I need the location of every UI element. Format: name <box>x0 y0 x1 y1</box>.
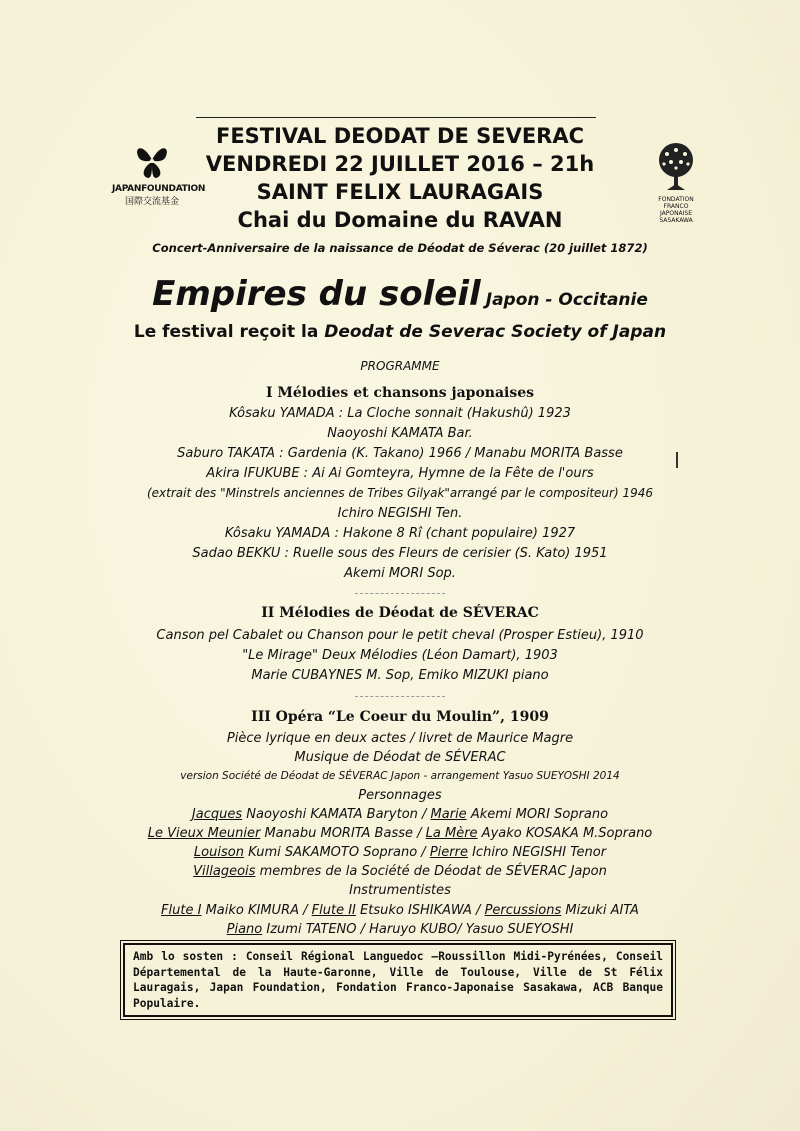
instrument-role: Piano <box>226 922 263 937</box>
cast-role: Louison <box>193 845 244 860</box>
section-1-line: Saburo TAKATA : Gardenia (K. Takano) 1966 / Manabu MORITA Basse <box>177 446 623 461</box>
society-name: Deodat de Severac Society of Japan <box>324 322 667 342</box>
festival-venue: Chai du Domaine du RAVAN <box>237 208 563 232</box>
cast-role: Marie <box>430 807 467 822</box>
stray-mark <box>676 452 678 468</box>
programme-label: PROGRAMME <box>360 359 440 373</box>
festival-place: SAINT FELIX LAURAGAIS <box>256 180 544 204</box>
fondation-label-2: FRANCO <box>663 203 689 210</box>
villageois-role: Villageois <box>193 864 256 879</box>
fondation-label-4: SASAKAWA <box>659 217 693 224</box>
section-3-line: Pièce lyrique en deux actes / livret de Maurice Magre <box>226 731 574 746</box>
section-1-title: I Mélodies et chansons japonaises <box>265 385 535 401</box>
instrument-line <box>0 902 800 919</box>
section-2-title: II Mélodies de Déodat de SÉVERAC <box>261 605 539 621</box>
japan-foundation-label: JAPANFOUNDATION <box>112 184 206 194</box>
fondation-label-1: FONDATION <box>658 196 694 203</box>
instrument-role: Flute II <box>311 903 356 918</box>
cast-performer: Ayako KOSAKA M.Soprano <box>477 826 653 841</box>
section-3-line: Personnages <box>358 788 442 803</box>
anniversary-note: Concert-Anniversaire de la naissance de Déodat de Séverac (20 juillet 1872) <box>152 241 648 255</box>
cast-performer: Ichiro NEGISHI Tenor <box>467 845 607 860</box>
top-rule <box>196 117 596 118</box>
instrument-performer: Mizuki AITA <box>561 903 639 918</box>
cast-role: Jacques <box>191 807 243 822</box>
cast-performer: Akemi MORI Soprano <box>466 807 609 822</box>
cast-line <box>0 844 800 861</box>
section-3-line: version Société de Déodat de SÉVERAC Japon - arrangement Yasuo SUEYOSHI 2014 <box>180 770 620 782</box>
cast-role: Pierre <box>429 845 468 860</box>
cast-line <box>0 806 800 823</box>
section-1-line: Akira IFUKUBE : Ai Ai Gomteyra, Hymne de la Fête de l'ours <box>206 466 594 481</box>
sponsors-box: Amb lo sosten : Conseil Régional Languedoc –Roussillon Midi-Pyrénées, Conseil Départemental de la Haute-Garonne, Ville de Toulouse, Ville de St Félix Lauragais, Japan Foundation, Fondation Franco-Japonaise Sasakawa, ACB Banque Populaire. <box>123 943 673 1017</box>
section-2-line: Marie CUBAYNES M. Sop, Emiko MIZUKI piano <box>251 668 549 683</box>
section-1-line: Naoyoshi KAMATA Bar. <box>327 426 473 441</box>
society-line <box>0 322 800 342</box>
instrument-role: Flute I <box>161 903 202 918</box>
instrument-role: Percussions <box>484 903 562 918</box>
instrument-performer: Etsuko ISHIKAWA / <box>355 903 485 918</box>
section-2-line: "Le Mirage" Deux Mélodies (Léon Damart), 1903 <box>242 648 558 663</box>
festival-date: VENDREDI 22 JUILLET 2016 – 21h <box>205 152 595 176</box>
section-2-line: Canson pel Cabalet ou Chanson pour le petit cheval (Prosper Estieu), 1910 <box>156 628 644 643</box>
instrument-performer: Izumi TATENO / Haruyo KUBO/ Yasuo SUEYOSHI <box>262 922 574 937</box>
page-title <box>0 274 800 314</box>
cast-performer: Naoyoshi KAMATA Baryton / <box>242 807 431 822</box>
instrument-performer: Maiko KIMURA / <box>201 903 312 918</box>
section-1-line: Kôsaku YAMADA : La Cloche sonnait (Hakushû) 1923 <box>229 406 571 421</box>
villageois-text: membres de la Société de Déodat de SÉVERAC Japon <box>255 864 607 879</box>
section-1-line: Akemi MORI Sop. <box>344 566 456 581</box>
society-prefix: Le festival reçoit la <box>133 322 319 342</box>
title-sub: Japon - Occitanie <box>485 290 648 310</box>
separator <box>355 593 445 594</box>
japan-foundation-jp-label: 国際交流基金 <box>124 197 179 207</box>
instrument-line <box>0 921 800 938</box>
section-1-line: Sadao BEKKU : Ruelle sous des Fleurs de cerisier (S. Kato) 1951 <box>192 546 608 561</box>
cast-performer: Manabu MORITA Basse / <box>260 826 426 841</box>
villageois-line <box>0 863 800 880</box>
separator <box>355 696 445 697</box>
fondation-label-3: JAPONAISE <box>659 210 693 217</box>
instrumentistes-label: Instrumentistes <box>349 883 451 898</box>
section-1-line: (extrait des "Minstrels anciennes de Tribes Gilyak"arrangé par le compositeur) 1946 <box>146 486 653 500</box>
section-1-line: Kôsaku YAMADA : Hakone 8 Rî (chant populaire) 1927 <box>224 526 576 541</box>
section-3-title: III Opéra “Le Coeur du Moulin”, 1909 <box>251 709 549 725</box>
cast-role: Le Vieux Meunier <box>147 826 261 841</box>
cast-role: La Mère <box>425 826 478 841</box>
festival-name: FESTIVAL DEODAT DE SEVERAC <box>215 124 585 148</box>
section-1-line: Ichiro NEGISHI Ten. <box>337 506 463 521</box>
cast-line <box>0 825 800 842</box>
title-main: Empires du soleil <box>152 274 481 314</box>
cast-performer: Kumi SAKAMOTO Soprano / <box>243 845 430 860</box>
section-3-line: Musique de Déodat de SÉVERAC <box>294 750 506 765</box>
